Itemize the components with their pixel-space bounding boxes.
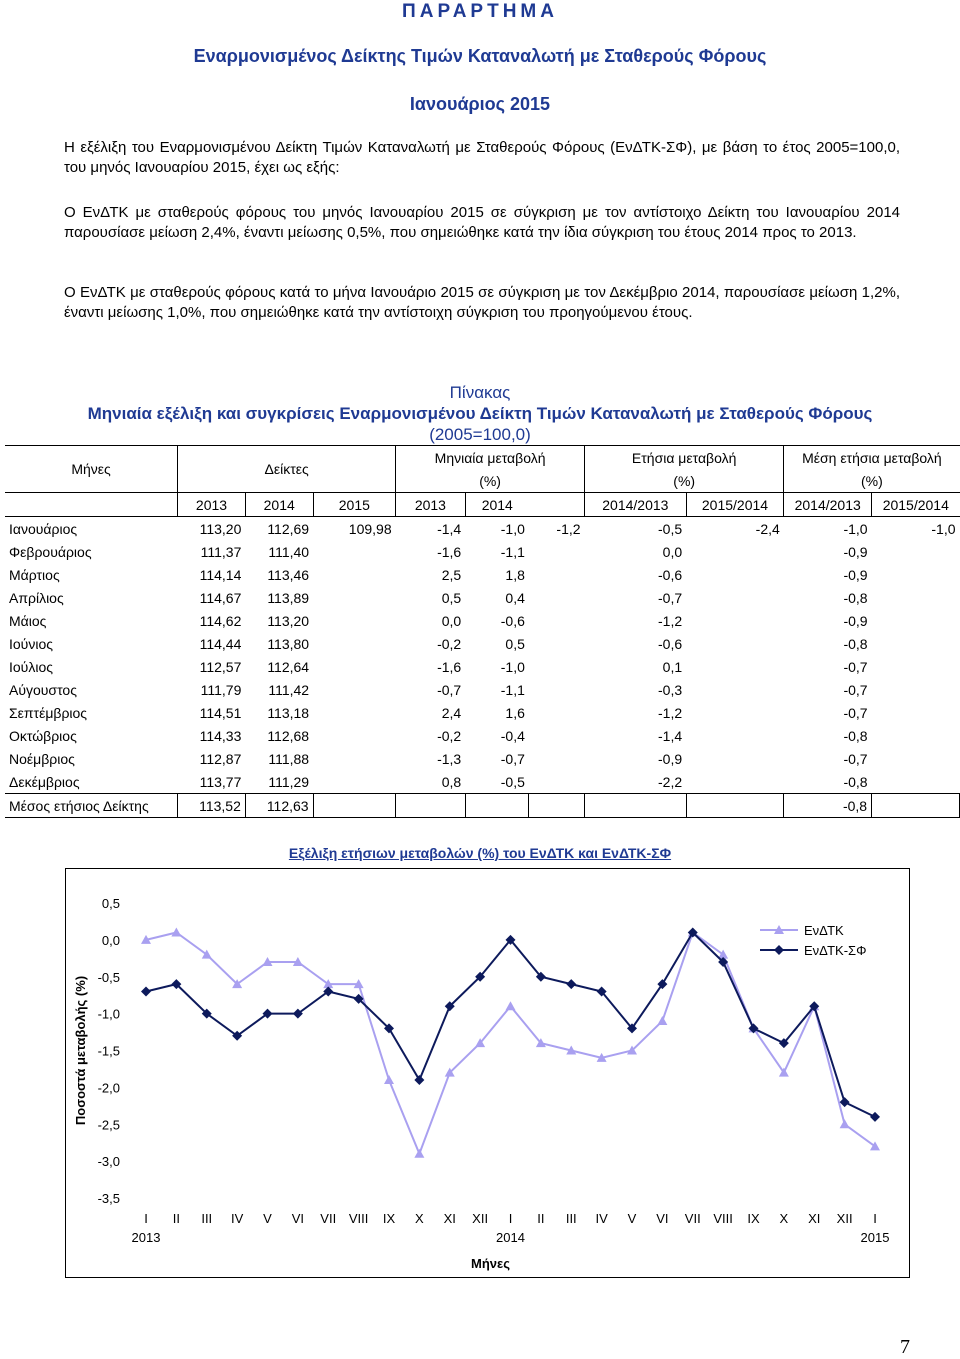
value-cell: -1,6 xyxy=(437,658,462,675)
value-cell: -1,3 xyxy=(437,750,462,767)
value-cell xyxy=(313,794,396,818)
y-tick-label: -1,5 xyxy=(97,1043,120,1059)
month-cell: Ιούλιος xyxy=(9,658,53,675)
value-cell xyxy=(686,540,784,563)
value-cell xyxy=(529,632,585,655)
month-cell: Μέσος ετήσιος Δείκτης xyxy=(5,794,178,818)
value-cell xyxy=(529,609,585,632)
value-cell: 112,69 xyxy=(267,520,310,537)
appendix-heading: ΠΑΡΑΡΤΗΜΑ xyxy=(402,1,558,22)
value-cell: 112,57 xyxy=(199,658,242,675)
value-cell xyxy=(313,655,396,678)
year-cell: 2013 xyxy=(396,493,466,517)
x-tick-label: I xyxy=(873,1211,877,1226)
value-cell: 2,4 xyxy=(441,704,462,721)
data-point xyxy=(870,1112,880,1122)
x-tick-label: VIII xyxy=(713,1211,733,1226)
month-cell: Δεκέμβριος xyxy=(9,773,80,790)
value-cell: -1,0 xyxy=(500,520,525,537)
value-cell: -0,5 xyxy=(658,520,683,537)
value-cell xyxy=(529,701,585,724)
value-cell: 111,40 xyxy=(268,543,310,560)
value-cell: 111,79 xyxy=(200,681,242,698)
value-cell: 0,0 xyxy=(441,612,462,629)
value-cell: -1,0 xyxy=(931,520,956,537)
value-cell xyxy=(872,794,960,818)
year-cell: 2015/2014 xyxy=(872,493,960,517)
data-point xyxy=(657,1016,667,1025)
value-cell xyxy=(686,794,784,818)
x-year-label: 2015 xyxy=(860,1230,890,1245)
x-tick-label: VI xyxy=(291,1211,305,1226)
x-tick-label: IV xyxy=(595,1211,608,1226)
value-cell xyxy=(529,747,585,770)
value-cell: -1,0 xyxy=(500,658,525,675)
value-cell: -1,2 xyxy=(658,612,683,629)
value-cell xyxy=(313,563,396,586)
monthly-paragraph: Ο ΕνΔΤΚ με σταθερούς φόρους κατά το μήνα Ιανουάριο 2015 σε σύγκριση με τον Δεκέμβριο 2014, παρουσίασε μείωση 1,2%, έναντι μείωσης 1,0%, που σημειώθηκε κατά την αντίστοιχη σύγκριση του προηγούμενου έτους. xyxy=(64,284,900,321)
x-axis-label: Μήνες xyxy=(471,1256,510,1271)
value-cell: 113,89 xyxy=(267,589,310,606)
value-cell: -0,5 xyxy=(500,773,525,790)
value-cell: 113,77 xyxy=(199,773,242,790)
value-cell: -0,9 xyxy=(843,612,868,629)
value-cell xyxy=(686,609,784,632)
page-title: Εναρμονισμένος Δείκτης Τιμών Καταναλωτή με Σταθερούς Φόρους xyxy=(193,46,767,66)
month-cell: Αύγουστος xyxy=(9,681,77,698)
x-tick-label: V xyxy=(627,1211,637,1226)
value-cell: -0,4 xyxy=(500,727,525,744)
month-cell: Μάιος xyxy=(9,612,47,629)
value-cell: -0,9 xyxy=(658,750,683,767)
y-tick-label: -2,0 xyxy=(97,1080,120,1096)
y-tick-label: 0,0 xyxy=(101,932,120,948)
value-cell xyxy=(529,794,585,818)
value-cell: -0,9 xyxy=(843,566,868,583)
value-cell xyxy=(396,794,466,818)
value-cell xyxy=(686,655,784,678)
value-cell xyxy=(313,724,396,747)
y-tick-label: 0,5 xyxy=(101,896,120,911)
value-cell xyxy=(872,724,960,747)
value-cell xyxy=(872,655,960,678)
value-cell: 113,80 xyxy=(267,635,310,652)
value-cell xyxy=(872,632,960,655)
value-cell xyxy=(585,794,687,818)
line-chart xyxy=(65,868,910,1278)
value-cell: -1,2 xyxy=(556,520,581,537)
value-cell: -1,2 xyxy=(658,704,683,721)
x-tick-label: XI xyxy=(808,1211,821,1226)
table-base: (2005=100,0) xyxy=(429,425,531,444)
x-tick-label: VI xyxy=(656,1211,669,1226)
value-cell: 112,68 xyxy=(267,727,310,744)
value-cell: 113,52 xyxy=(178,794,246,818)
value-cell: -0,3 xyxy=(658,681,683,698)
year-cell: 2014/2013 xyxy=(585,493,687,517)
data-point xyxy=(414,1075,424,1085)
value-cell xyxy=(313,609,396,632)
y-tick-label: -3,5 xyxy=(97,1191,120,1206)
month-heading: Ιανουάριος 2015 xyxy=(409,94,551,114)
value-cell xyxy=(313,540,396,563)
header-annual-pct: (%) xyxy=(585,469,784,493)
value-cell: 112,63 xyxy=(245,794,313,818)
value-cell xyxy=(529,770,585,794)
table-header-row xyxy=(5,446,960,470)
year-cell: 2014/2013 xyxy=(784,493,872,517)
value-cell: -0,7 xyxy=(658,589,683,606)
header-index: Δείκτες xyxy=(178,446,396,493)
table-row xyxy=(5,747,960,770)
value-cell: -0,8 xyxy=(843,727,868,744)
x-tick-label: III xyxy=(201,1211,213,1226)
value-cell: 113,46 xyxy=(267,566,310,583)
data-point xyxy=(171,928,181,937)
x-tick-label: V xyxy=(263,1211,272,1226)
value-cell: -0,9 xyxy=(843,543,868,560)
value-cell xyxy=(686,770,784,794)
value-cell: -0,7 xyxy=(843,704,868,721)
x-tick-label: IX xyxy=(382,1211,396,1226)
header-annual: Ετήσια μεταβολή xyxy=(585,446,784,470)
value-cell: 111,37 xyxy=(200,543,242,560)
data-point xyxy=(506,1001,516,1010)
value-cell: 113,20 xyxy=(199,520,242,537)
value-cell: 0,5 xyxy=(441,589,462,606)
value-cell: 0,5 xyxy=(505,635,525,652)
value-cell xyxy=(686,586,784,609)
x-tick-label: IX xyxy=(747,1211,760,1226)
table-row xyxy=(5,517,960,541)
table-row xyxy=(5,632,960,655)
value-cell: -0,7 xyxy=(500,750,525,767)
value-cell: 114,33 xyxy=(199,727,242,744)
data-point xyxy=(566,979,576,989)
month-cell: Οκτώβριος xyxy=(9,727,77,744)
value-cell xyxy=(529,655,585,678)
value-cell: -0,7 xyxy=(843,750,868,767)
value-cell xyxy=(529,563,585,586)
value-cell: 112,87 xyxy=(199,750,242,767)
x-tick-label: III xyxy=(565,1211,577,1226)
value-cell: -0,7 xyxy=(843,658,868,675)
value-cell xyxy=(313,770,396,794)
legend-label: ΕνΔΤΚ-ΣΦ xyxy=(804,943,867,958)
value-cell xyxy=(686,678,784,701)
value-cell: 111,29 xyxy=(268,773,310,790)
value-cell: 114,51 xyxy=(199,704,242,721)
value-cell xyxy=(313,586,396,609)
value-cell: -2,4 xyxy=(755,520,780,537)
value-cell: -0,6 xyxy=(658,635,683,652)
series-line-2 xyxy=(146,933,875,1117)
value-cell xyxy=(313,701,396,724)
value-cell xyxy=(686,701,784,724)
table-row xyxy=(5,655,960,678)
average-row xyxy=(5,794,960,818)
x-tick-label: VIII xyxy=(348,1211,369,1226)
value-cell: -0,2 xyxy=(437,635,462,652)
header-avg: Μέση ετήσια μεταβολή xyxy=(784,446,960,470)
value-cell xyxy=(686,563,784,586)
value-cell xyxy=(872,747,960,770)
value-cell: 112,64 xyxy=(267,658,310,675)
table-row xyxy=(5,770,960,794)
value-cell xyxy=(465,794,529,818)
value-cell: -1,4 xyxy=(437,520,462,537)
y-tick-label: -0,5 xyxy=(97,969,120,985)
table-caption: Πίνακας xyxy=(449,383,511,402)
y-tick-label: -3,0 xyxy=(97,1154,120,1170)
series-line-1 xyxy=(146,933,875,1154)
data-point xyxy=(384,1075,394,1084)
value-cell: -2,2 xyxy=(658,773,683,790)
value-cell xyxy=(872,540,960,563)
value-cell xyxy=(872,770,960,794)
value-cell: -0,8 xyxy=(843,773,868,790)
value-cell: -1,4 xyxy=(658,727,683,744)
value-cell: 0,0 xyxy=(662,543,683,560)
value-cell xyxy=(686,747,784,770)
month-cell: Μάρτιος xyxy=(9,566,60,583)
value-cell xyxy=(313,747,396,770)
value-cell xyxy=(529,586,585,609)
year-cell: 2014 xyxy=(465,493,529,517)
x-tick-label: X xyxy=(779,1211,789,1226)
x-tick-label: I xyxy=(508,1211,513,1226)
x-tick-label: VII xyxy=(684,1211,701,1226)
value-cell: 1,8 xyxy=(505,566,525,583)
value-cell: -0,6 xyxy=(658,566,683,583)
chart-title: Εξέλιξη ετήσιων μεταβολών (%) του ΕνΔΤΚ και ΕνΔΤΚ-ΣΦ xyxy=(288,845,672,861)
value-cell: -1,0 xyxy=(843,520,868,537)
x-tick-label: I xyxy=(144,1211,148,1226)
data-point xyxy=(141,987,151,997)
value-cell: 113,18 xyxy=(267,704,310,721)
y-axis-label: Ποσοστά μεταβολής (%) xyxy=(73,975,88,1126)
data-table xyxy=(5,445,960,818)
x-tick-label: IV xyxy=(230,1211,244,1226)
value-cell: -0,7 xyxy=(437,681,462,698)
value-cell: 109,98 xyxy=(348,520,392,537)
value-cell: -0,2 xyxy=(437,727,462,744)
value-cell xyxy=(872,609,960,632)
value-cell xyxy=(529,678,585,701)
x-tick-label: XI xyxy=(443,1211,456,1226)
annual-paragraph: Ο ΕνΔΤΚ με σταθερούς φόρους του μηνός Ιανουαρίου 2015 σε σύγκριση με τον αντίστοιχο Δείκτη του Ιανουαρίου 2014 παρουσίασε μείωση 2,4%, έναντι μείωσης 0,5%, που σημειώθηκε κατά την ίδια σύγκριση του έτους 2014 προς το 2013. xyxy=(64,204,900,241)
value-cell xyxy=(529,540,585,563)
month-cell: Νοέμβριος xyxy=(9,750,75,767)
value-cell xyxy=(872,586,960,609)
value-cell: -1,1 xyxy=(500,543,525,560)
x-year-label: 2014 xyxy=(496,1230,525,1245)
data-point xyxy=(840,1097,850,1107)
value-cell xyxy=(872,678,960,701)
value-cell xyxy=(872,701,960,724)
value-cell: 114,14 xyxy=(199,566,242,583)
month-cell: Σεπτέμβριος xyxy=(9,704,88,721)
header-monthly: Μηνιαία μεταβολή xyxy=(396,446,585,470)
value-cell: -1,1 xyxy=(500,681,525,698)
value-cell: -0,8 xyxy=(784,794,872,818)
value-cell: -0,8 xyxy=(843,635,868,652)
value-cell: 0,8 xyxy=(441,773,462,790)
value-cell: 0,1 xyxy=(662,658,683,675)
data-point xyxy=(414,1149,424,1158)
value-cell xyxy=(686,632,784,655)
month-cell: Φεβρουάριος xyxy=(9,543,92,560)
y-tick-label: -2,5 xyxy=(97,1117,120,1133)
month-cell: Απρίλιος xyxy=(9,589,64,606)
legend-marker xyxy=(774,945,784,955)
x-tick-label: VII xyxy=(320,1211,337,1226)
year-cell: 2013 xyxy=(178,493,246,517)
header-monthly-pct: (%) xyxy=(396,469,585,493)
value-cell: -0,8 xyxy=(843,589,868,606)
value-cell: 114,67 xyxy=(199,589,242,606)
value-cell xyxy=(313,632,396,655)
year-cell: 2015/2014 xyxy=(686,493,784,517)
value-cell xyxy=(529,724,585,747)
table-subtitle: Μηνιαία εξέλιξη και συγκρίσεις Εναρμονισμένου Δείκτη Τιμών Καταναλωτή με Σταθερούς Φόρους xyxy=(87,404,873,423)
value-cell: -0,7 xyxy=(843,681,868,698)
table-row xyxy=(5,563,960,586)
x-tick-label: II xyxy=(537,1211,545,1226)
y-tick-label: -1,0 xyxy=(97,1006,120,1022)
table-years-row xyxy=(5,493,960,517)
month-cell: Ιούνιος xyxy=(9,635,53,652)
x-tick-label: X xyxy=(415,1211,424,1226)
value-cell xyxy=(686,724,784,747)
year-cell: 2015 xyxy=(313,493,396,517)
value-cell: 114,44 xyxy=(199,635,242,652)
legend-label: ΕνΔΤΚ xyxy=(804,923,844,938)
x-tick-label: XII xyxy=(472,1211,489,1226)
month-cell: Ιανουάριος xyxy=(9,520,78,537)
value-cell: 2,5 xyxy=(441,566,462,583)
value-cell xyxy=(313,678,396,701)
table-row xyxy=(5,678,960,701)
table-row xyxy=(5,586,960,609)
header-months: Μήνες xyxy=(5,446,178,493)
x-year-label: 2013 xyxy=(131,1230,161,1245)
intro-paragraph: Η εξέλιξη του Εναρμονισμένου Δείκτη Τιμών Καταναλωτή με Σταθερούς Φόρους (ΕνΔΤΚ-ΣΦ), με βάση το έτος 2005=100,0, του μηνός Ιανουαρίου 2015, έχει ως εξής: xyxy=(64,139,900,176)
value-cell: -0,6 xyxy=(500,612,525,629)
value-cell: 111,88 xyxy=(268,750,310,767)
value-cell: 113,20 xyxy=(267,612,310,629)
page-number: 7 xyxy=(900,1336,910,1358)
value-cell: 114,62 xyxy=(199,612,242,629)
year-cell: 2014 xyxy=(245,493,313,517)
header-avg-pct: (%) xyxy=(784,469,960,493)
data-point xyxy=(840,1119,850,1128)
value-cell: 111,42 xyxy=(268,681,310,698)
value-cell: 1,6 xyxy=(505,704,525,721)
x-tick-label: II xyxy=(172,1211,180,1226)
table-row xyxy=(5,701,960,724)
x-tick-label: XII xyxy=(836,1211,853,1226)
value-cell: 0,4 xyxy=(505,589,525,606)
value-cell: -1,6 xyxy=(437,543,462,560)
table-row xyxy=(5,540,960,563)
value-cell xyxy=(872,563,960,586)
table-row xyxy=(5,609,960,632)
table-row xyxy=(5,724,960,747)
